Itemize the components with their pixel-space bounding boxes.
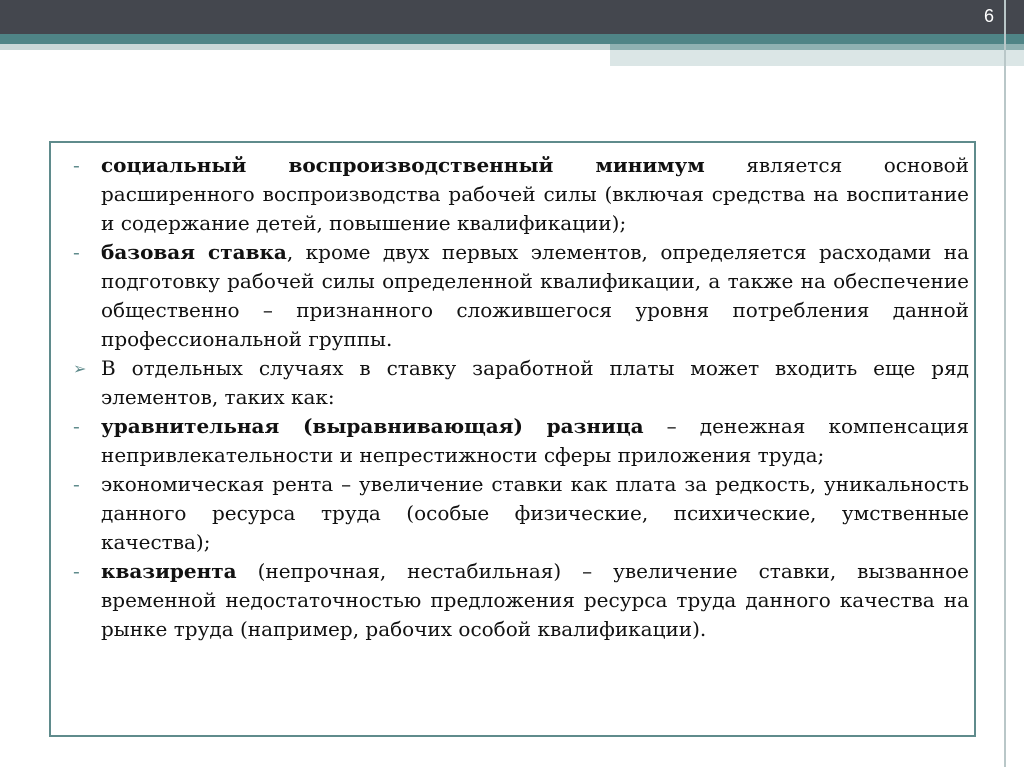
arrow-bullet-icon: ➢	[73, 359, 87, 378]
list-item	[73, 470, 969, 557]
bold-term: социальный воспроизводственный минимум	[101, 153, 705, 177]
bullet-list	[73, 151, 969, 644]
content-box	[49, 141, 976, 737]
list-item	[73, 557, 969, 644]
dash-bullet-icon: -	[73, 472, 80, 496]
bold-term: квазирента	[101, 559, 237, 583]
dash-bullet-icon: -	[73, 559, 80, 583]
list-item	[73, 354, 969, 412]
right-rule	[1004, 0, 1006, 767]
item-text: экономическая рента – увеличение ставки как плата за редкость, уникальность данного ресурса труда (особые физические, психические, умственные качества);	[101, 472, 969, 554]
item-text: , кроме двух первых элементов, определяется расходами на подготовку рабочей силы определенной квалификации, а также на обеспечение общественно – признанного сложившегося уровня потребления данной профессиональной группы.	[101, 240, 969, 351]
header-stripe-accent	[610, 44, 1024, 50]
header-stripe-light	[0, 44, 610, 50]
slide-number: 6	[983, 6, 994, 26]
item-text: В отдельных случаях в ставку заработной платы может входить еще ряд элементов, таких как:	[101, 356, 969, 409]
list-item	[73, 238, 969, 354]
list-item	[73, 151, 969, 238]
item-text: является основой расширенного воспроизводства рабочей силы (включая средства на воспитание и содержание детей, повышение квалификации);	[101, 153, 969, 235]
item-text: (непрочная, нестабильная) – увеличение ставки, вызванное временной недостаточностью предложения ресурса труда данного качества на рынке труда (например, рабочих особой квалификации).	[101, 559, 969, 641]
header-stripe	[0, 34, 1024, 44]
dash-bullet-icon: -	[73, 153, 80, 177]
bold-term: базовая ставка	[101, 240, 287, 264]
dash-bullet-icon: -	[73, 240, 80, 264]
bold-term: уравнительная (выравнивающая) разница	[101, 414, 644, 438]
item-text: – денежная компенсация непривлекательности и непрестижности сферы приложения труда;	[101, 414, 970, 467]
list-item	[73, 412, 969, 470]
dash-bullet-icon: -	[73, 414, 80, 438]
title-bar	[0, 0, 1024, 34]
